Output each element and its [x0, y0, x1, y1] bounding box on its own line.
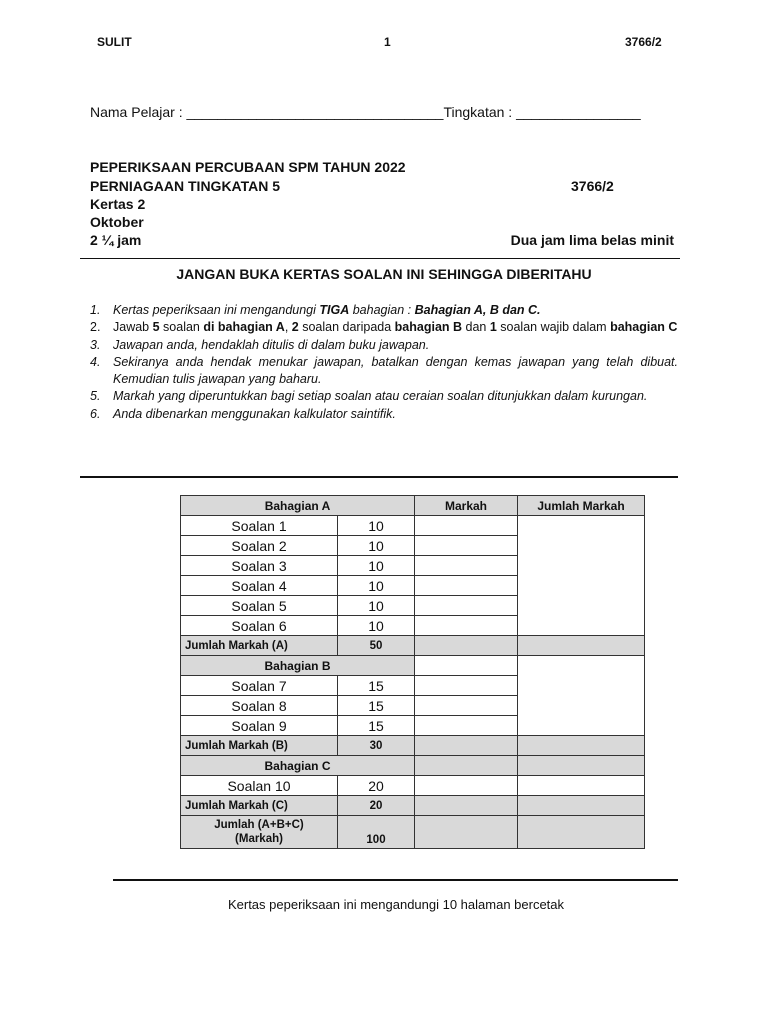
paper-code-header: 3766/2 — [625, 35, 662, 49]
total-row-a: Jumlah Markah (A) 50 — [181, 636, 645, 656]
header-bahagian-a: Bahagian A — [181, 496, 415, 516]
paper-code: 3766/2 — [571, 178, 614, 194]
total-row-c: Jumlah Markah (C) 20 — [181, 796, 645, 816]
markah-cell[interactable] — [415, 556, 518, 576]
divider-middle — [80, 476, 678, 478]
instruction-item: 2. Jawab 5 soalan di bahagian A, 2 soalan daripada bahagian B dan 1 soalan wajib dalam bahagian C — [90, 320, 678, 335]
markah-cell[interactable] — [415, 516, 518, 536]
divider-bottom — [113, 879, 678, 881]
student-info-row — [90, 104, 641, 120]
header-bahagian-c: Bahagian C — [181, 756, 415, 776]
instruction-item: 1. Kertas peperiksaan ini mengandungi TIGA bahagian : Bahagian A, B dan C. — [90, 303, 541, 317]
table-row: Soalan 10 20 — [181, 776, 645, 796]
footer-text: Kertas peperiksaan ini mengandungi 10 halaman bercetak — [227, 897, 565, 912]
marks-table — [180, 495, 645, 849]
student-name-field[interactable]: Nama Pelajar : _________________________________ — [90, 104, 444, 120]
jumlah-cell[interactable] — [518, 656, 645, 736]
instructions-list — [90, 302, 678, 423]
form-field[interactable]: Tingkatan : ________________ — [443, 104, 641, 120]
markah-cell[interactable] — [415, 616, 518, 636]
instruction-item: 5. Markah yang diperuntukkan bagi setiap soalan atau ceraian soalan ditunjukkan dalam kurungan. — [90, 389, 648, 404]
instruction-item: 6. Anda dibenarkan menggunakan kalkulator saintifik. — [90, 406, 396, 421]
grand-total-label: Jumlah (A+B+C) — [214, 819, 304, 831]
divider-top — [80, 258, 680, 259]
jumlah-cell[interactable] — [518, 516, 645, 636]
markah-cell[interactable] — [415, 596, 518, 616]
table-row: Soalan 7 15 — [181, 676, 645, 696]
markah-cell[interactable] — [415, 676, 518, 696]
section-c-header-row — [181, 756, 645, 776]
table-header-row — [181, 496, 645, 516]
table-row: Soalan 6 10 — [181, 616, 645, 636]
header-bahagian-b: Bahagian B — [181, 656, 415, 676]
grand-total-value: 100 — [338, 816, 415, 849]
table-row: Soalan 2 10 — [181, 536, 645, 556]
exam-duration: 2 ¼ jam — [90, 232, 142, 248]
markah-cell[interactable] — [415, 656, 518, 676]
warning-text: JANGAN BUKA KERTAS SOALAN INI SEHINGGA DIBERITAHU — [176, 266, 592, 282]
section-b-header-row — [181, 656, 645, 676]
markah-cell[interactable] — [415, 576, 518, 596]
exam-month: Oktober — [90, 214, 144, 230]
markah-cell[interactable] — [415, 536, 518, 556]
instruction-item: 4. Sekiranya anda hendak menukar jawapan, batalkan dengan kemas jawapan yang telah dibuat. Kemudian tulis jawapan yang baharu. — [90, 354, 678, 387]
subject-title: PERNIAGAAN TINGKATAN 5 — [90, 178, 281, 194]
page-number: 1 — [384, 35, 391, 49]
jumlah-cell[interactable] — [518, 776, 645, 796]
header-left: SULIT — [97, 35, 132, 49]
header-markah: Markah — [415, 496, 518, 516]
markah-cell[interactable] — [415, 776, 518, 796]
instruction-item: 3. Jawapan anda, hendaklah ditulis di dalam buku jawapan. — [90, 337, 430, 352]
table-row: Soalan 9 15 — [181, 716, 645, 736]
exam-duration-words: Dua jam lima belas minit — [510, 232, 674, 248]
grand-total-row — [181, 816, 645, 849]
paper-number: Kertas 2 — [90, 196, 146, 212]
grand-total-unit: (Markah) — [235, 833, 283, 845]
table-row: Soalan 1 10 — [181, 516, 645, 536]
markah-cell[interactable] — [415, 716, 518, 736]
total-row-b: Jumlah Markah (B) 30 — [181, 736, 645, 756]
markah-cell[interactable] — [415, 696, 518, 716]
header-jumlah-markah: Jumlah Markah — [518, 496, 645, 516]
table-row: Soalan 3 10 — [181, 556, 645, 576]
exam-title: PEPERIKSAAN PERCUBAAN SPM TAHUN 2022 — [90, 159, 406, 175]
table-row: Soalan 4 10 — [181, 576, 645, 596]
table-row: Soalan 8 15 — [181, 696, 645, 716]
table-row: Soalan 5 10 — [181, 596, 645, 616]
